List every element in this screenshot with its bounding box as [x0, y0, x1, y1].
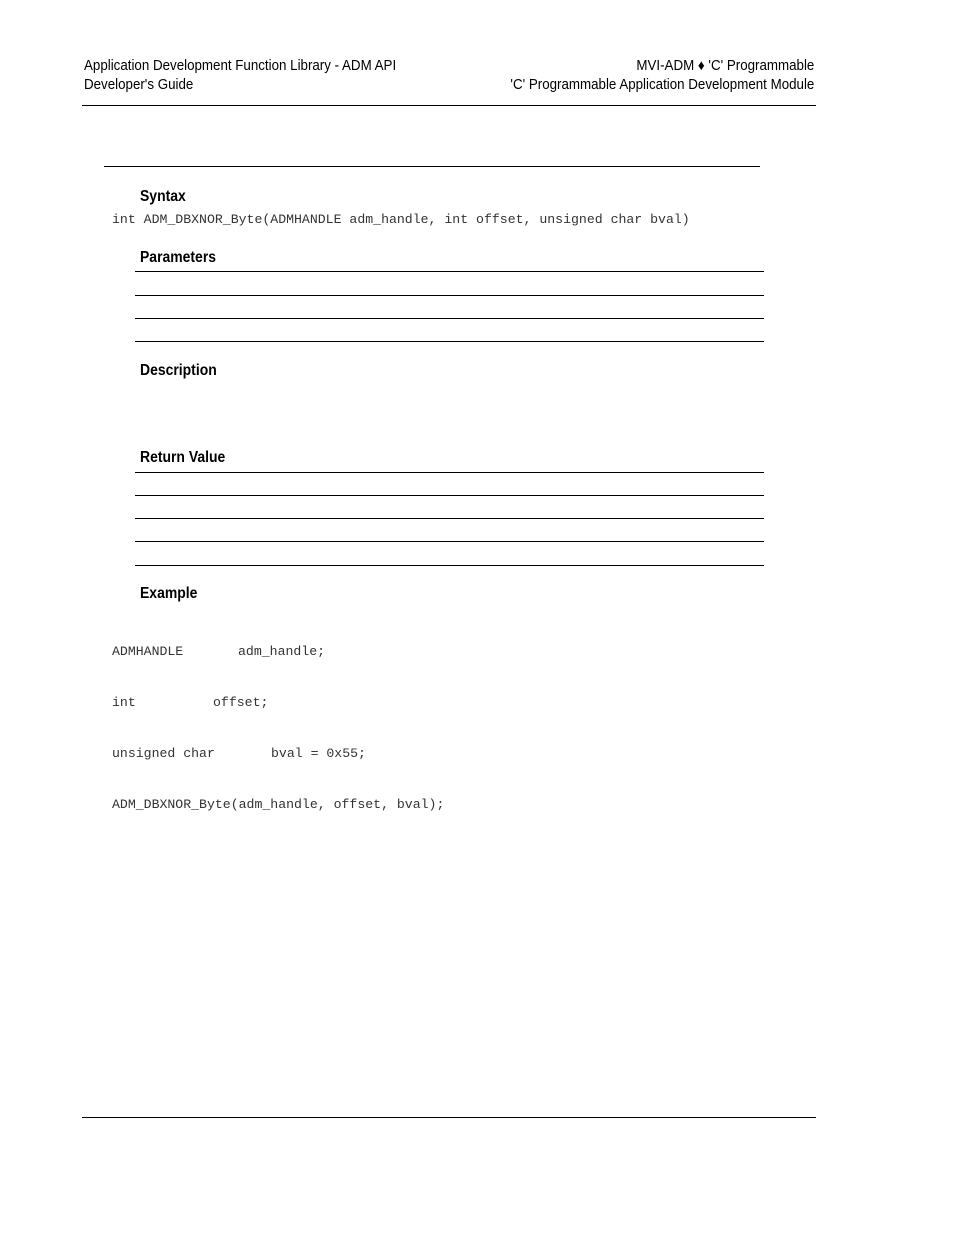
function-title-rule — [104, 166, 760, 167]
header-right — [510, 57, 814, 95]
example-code-line — [112, 694, 444, 711]
example-code-line — [112, 643, 444, 660]
footer-rule — [82, 1117, 816, 1118]
parameters-table-rule — [135, 295, 764, 296]
example-heading: Example — [140, 585, 198, 602]
code-declaration: adm_handle; — [238, 644, 326, 659]
code-type: int — [112, 695, 136, 710]
document-subtitle: Developer's Guide — [84, 77, 194, 93]
header-rule — [82, 105, 816, 106]
return-value-table-rule — [135, 541, 764, 542]
header-left — [84, 57, 396, 95]
return-value-heading: Return Value — [140, 449, 226, 466]
product-name: MVI-ADM ♦ 'C' Programmable — [636, 58, 814, 74]
return-value-table-rule — [135, 518, 764, 519]
syntax-code: int ADM_DBXNOR_Byte(ADMHANDLE adm_handle, int offset, unsigned char bval) — [112, 212, 690, 227]
return-value-table-rule — [135, 495, 764, 496]
parameters-heading: Parameters — [140, 249, 217, 266]
parameters-table-rule — [135, 318, 764, 319]
code-declaration: bval = 0x55; — [271, 746, 366, 761]
code-declaration: offset; — [213, 695, 269, 710]
example-code — [112, 609, 444, 830]
parameters-table-rule — [135, 271, 764, 272]
code-type: ADMHANDLE — [112, 644, 184, 659]
return-value-table-rule — [135, 565, 764, 566]
example-code-line: ADM_DBXNOR_Byte(adm_handle, offset, bval); — [112, 797, 445, 812]
description-heading: Description — [140, 362, 217, 379]
code-type: unsigned char — [112, 746, 215, 761]
example-code-line — [112, 745, 444, 762]
product-description: 'C' Programmable Application Development Module — [510, 77, 814, 93]
parameters-table-rule — [135, 341, 764, 342]
return-value-table-rule — [135, 472, 764, 473]
document-title: Application Development Function Library - ADM API — [84, 58, 397, 74]
syntax-heading: Syntax — [140, 188, 186, 205]
